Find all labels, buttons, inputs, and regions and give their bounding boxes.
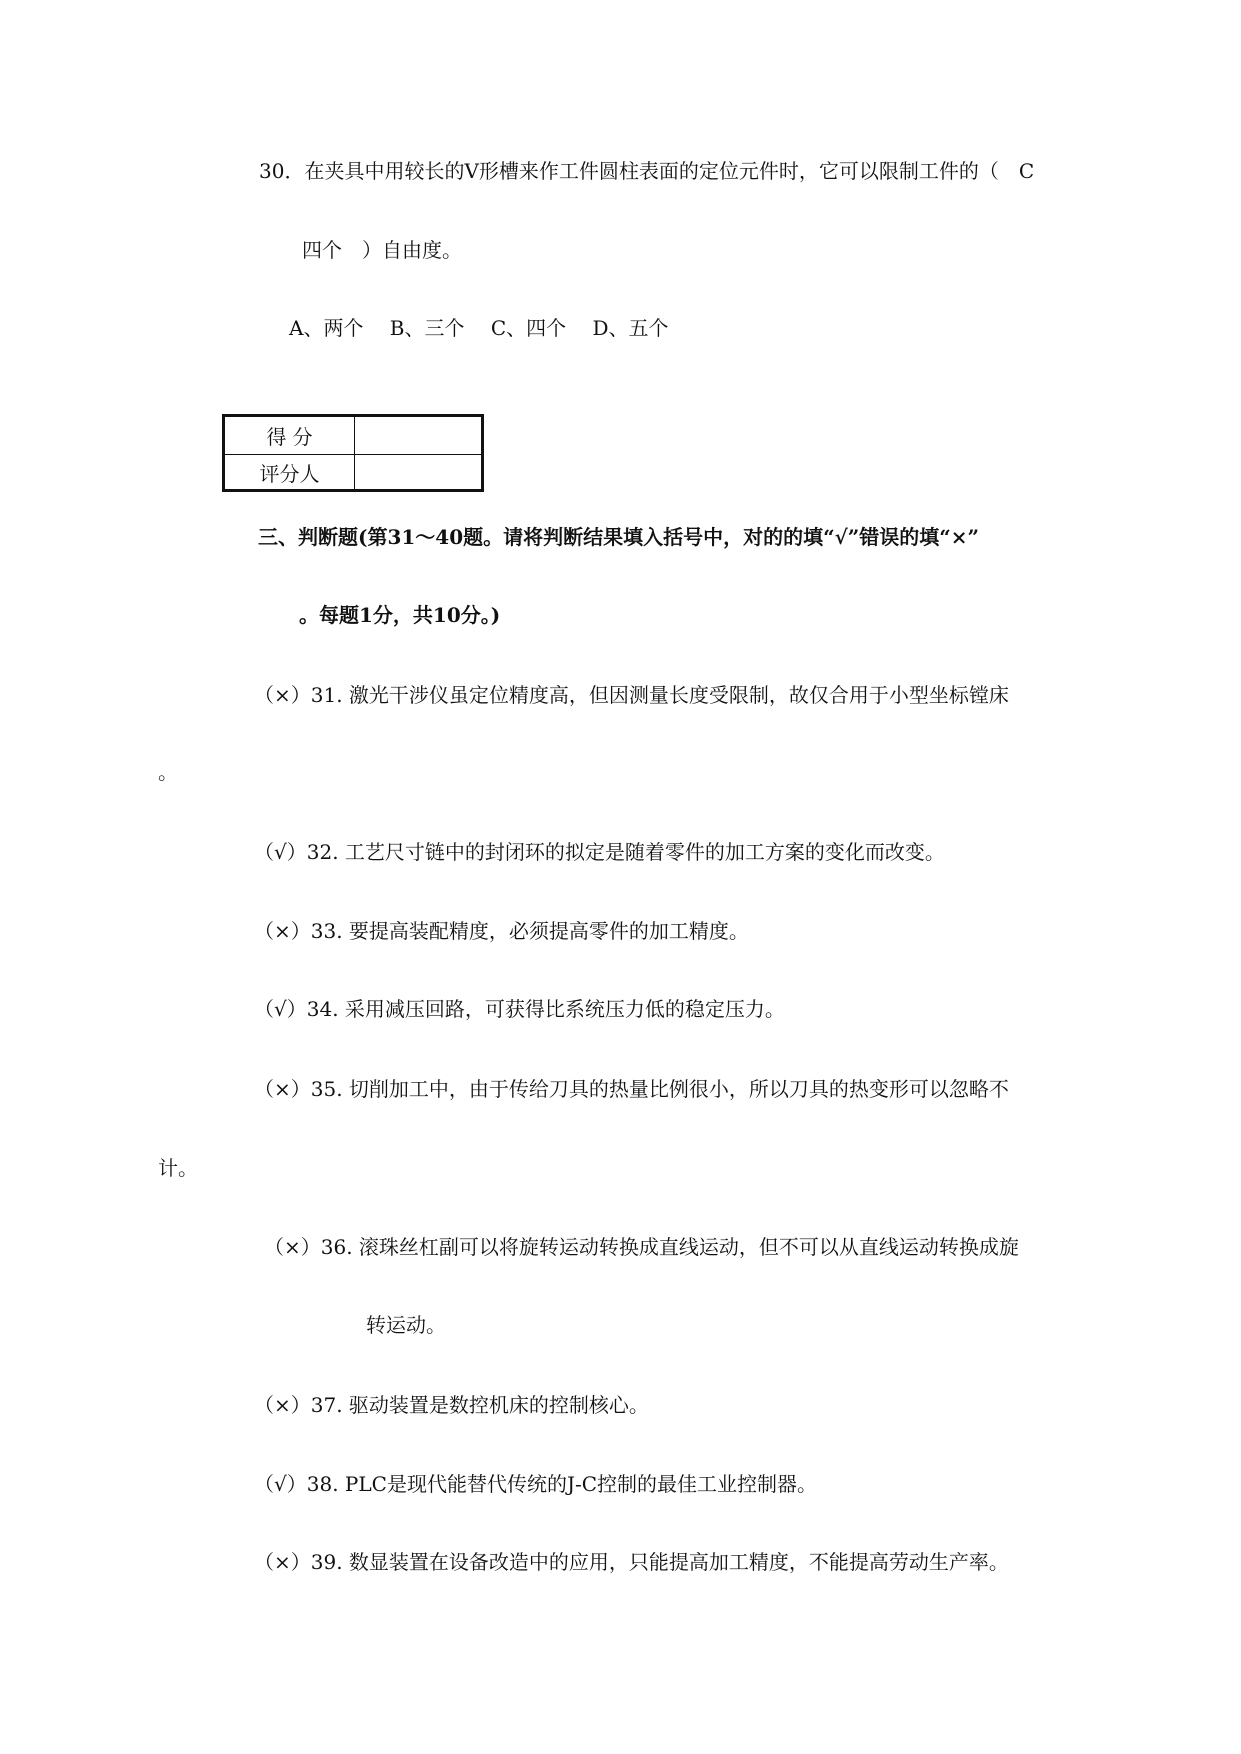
item-38: （√）38. PLC是现代能替代传统的J-C控制的最佳工业控制器。 xyxy=(254,1472,818,1496)
question-30-line1: 30．在夹具中用较长的V形槽来作工件圆柱表面的定位元件时，它可以限制工件的（ C xyxy=(259,159,1035,183)
question-30-line2: 四个 ）自由度。 xyxy=(302,238,462,262)
grader-value-cell[interactable] xyxy=(355,454,481,491)
score-value-cell[interactable] xyxy=(355,417,481,454)
score-table xyxy=(222,414,484,492)
item-33: （×）33. 要提高装配精度，必须提高零件的加工精度。 xyxy=(254,919,749,943)
question-30-options: A、两个 B、三个 C、四个 D、五个 xyxy=(289,316,669,340)
section-3-heading-line1: 三、判断题(第31～40题。请将判断结果填入括号中，对的的填“√”错误的填“×” xyxy=(258,525,980,549)
item-31-line2: 。 xyxy=(158,760,178,784)
item-36-line2: 转运动。 xyxy=(366,1313,446,1337)
grader-label: 评分人 xyxy=(225,454,355,491)
item-36-line1: （×）36. 滚珠丝杠副可以将旋转运动转换成直线运动，但不可以从直线运动转换成旋 xyxy=(264,1235,1019,1259)
item-39: （×）39. 数显装置在设备改造中的应用，只能提高加工精度，不能提高劳动生产率。 xyxy=(254,1550,1009,1574)
item-37: （×）37. 驱动装置是数控机床的控制核心。 xyxy=(254,1393,649,1417)
grader-row xyxy=(225,454,481,491)
section-3-heading-line2: 。每题1分，共10分。) xyxy=(299,603,501,627)
score-label: 得 分 xyxy=(225,417,355,454)
item-35-line1: （×）35. 切削加工中，由于传给刀具的热量比例很小，所以刀具的热变形可以忽略不 xyxy=(254,1077,1009,1101)
item-32: （√）32. 工艺尺寸链中的封闭环的拟定是随着零件的加工方案的变化而改变。 xyxy=(254,840,945,864)
item-31-line1: （×）31. 激光干涉仪虽定位精度高，但因测量长度受限制，故仅合用于小型坐标镗床 xyxy=(254,683,1009,707)
item-34: （√）34. 采用减压回路，可获得比系统压力低的稳定压力。 xyxy=(254,997,785,1021)
score-row xyxy=(225,417,481,455)
item-35-line2: 计。 xyxy=(158,1156,198,1180)
